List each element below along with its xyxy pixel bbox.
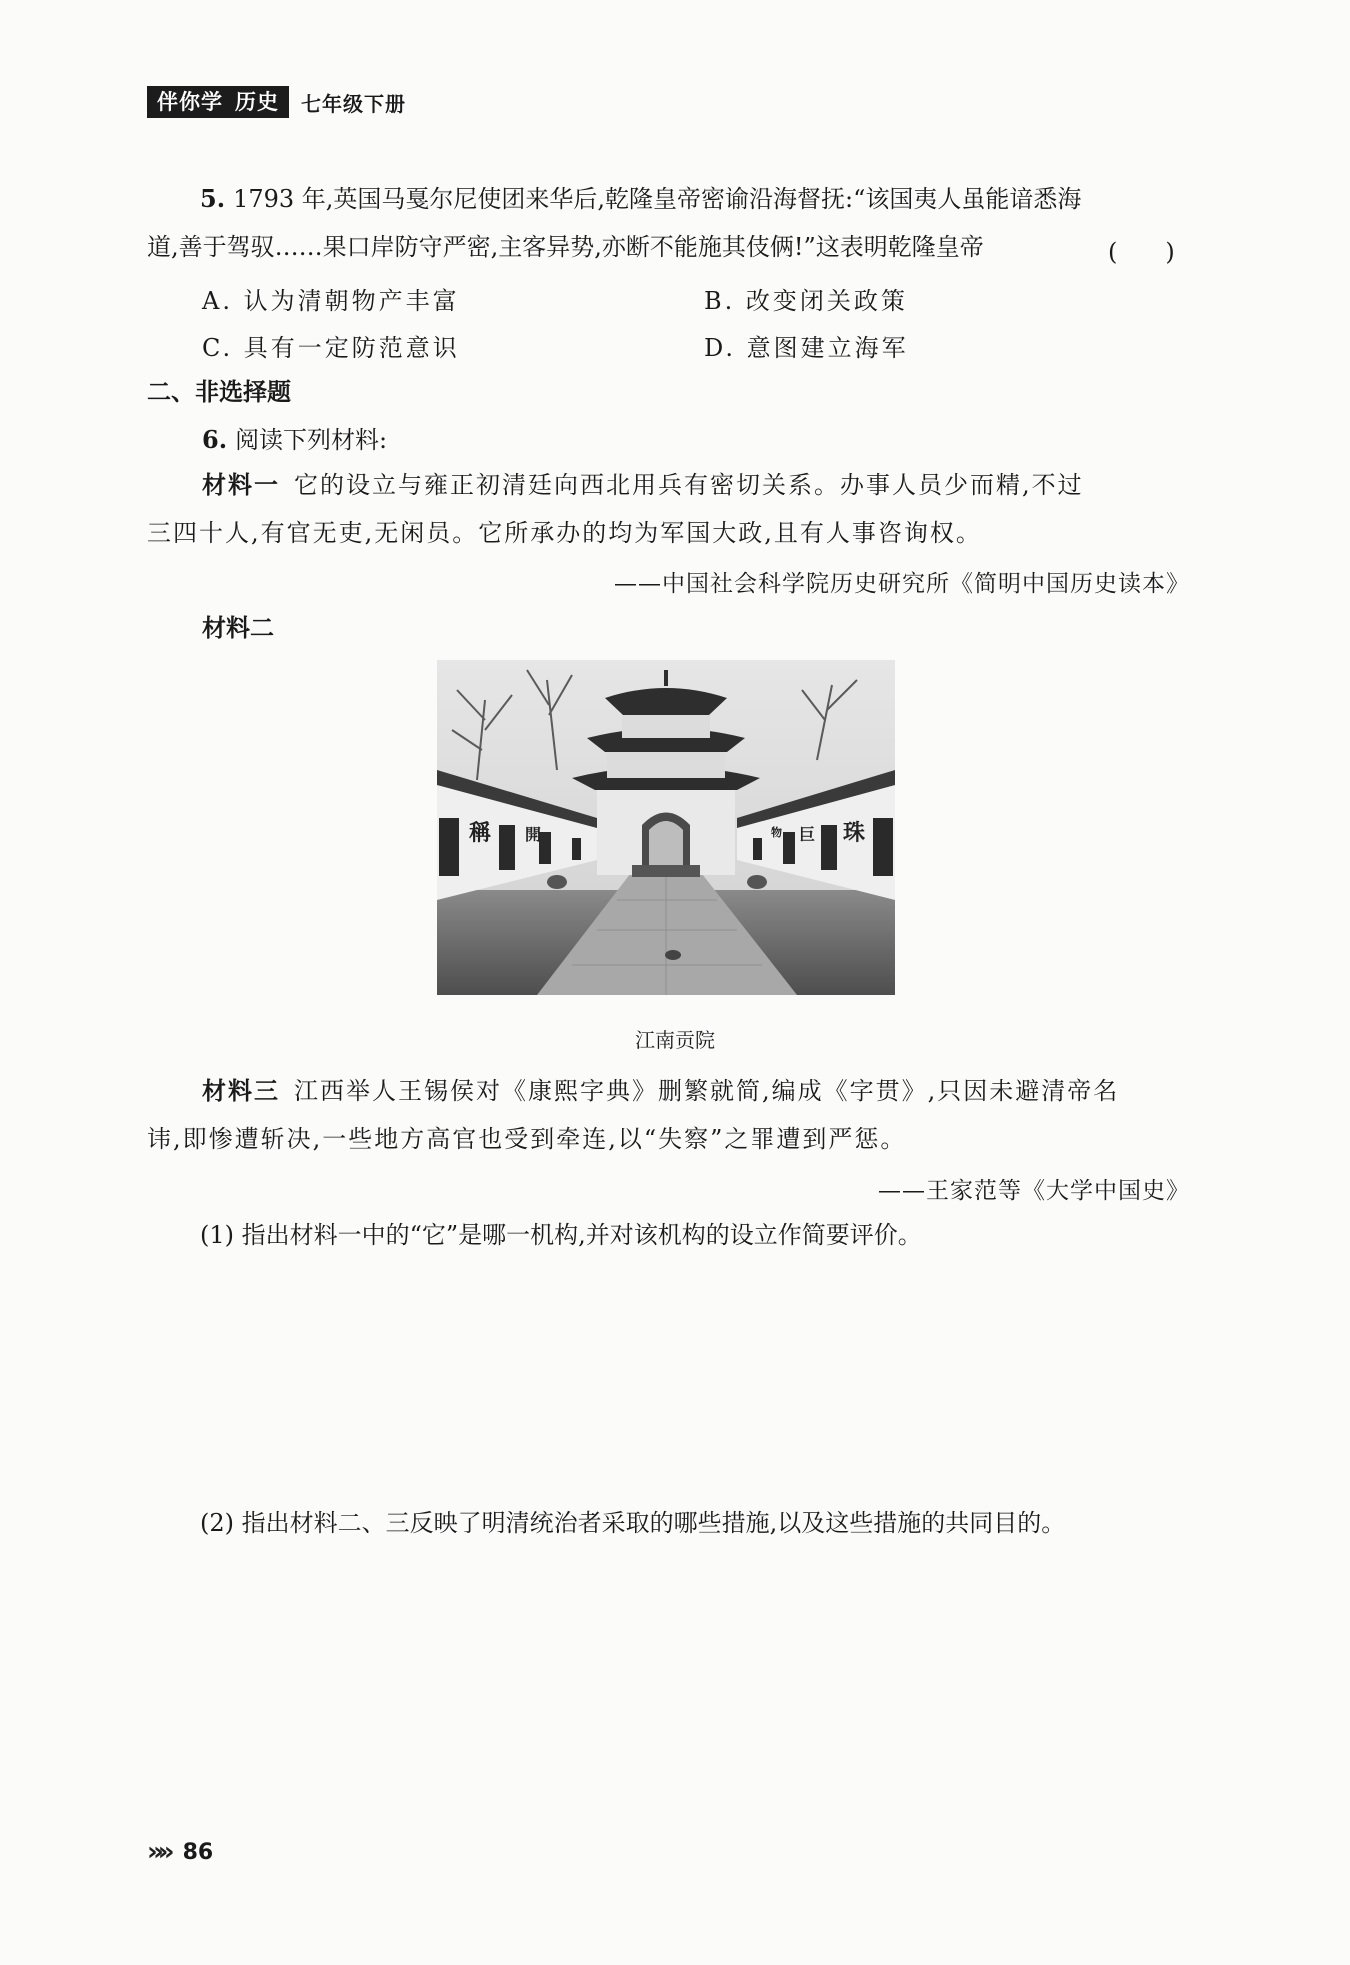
q5-option-b: B. 改变闭关政策 bbox=[704, 287, 908, 315]
q5-line1 bbox=[200, 184, 1081, 214]
q6-intro: 阅读下列材料: bbox=[235, 426, 388, 454]
wall-sign-2: 開 bbox=[525, 825, 542, 844]
material1-label: 材料一 bbox=[202, 471, 280, 499]
material3-line1 bbox=[202, 1076, 1119, 1106]
answer-paren: ( ) bbox=[1108, 238, 1175, 266]
material1-line1 bbox=[202, 470, 1084, 500]
material3-text-1: 江西举人王锡侯对《康熙字典》删繁就简,编成《字贯》,只因未避清帝名 bbox=[294, 1077, 1120, 1105]
material3-line2: 讳,即惨遭斩决,一些地方高官也受到牵连,以“失察”之罪遭到严惩。 bbox=[147, 1125, 907, 1153]
material1-line2: 三四十人,有官无吏,无闲员。它所承办的均为军国大政,且有人事咨询权。 bbox=[147, 519, 982, 547]
q6-number: 6. bbox=[202, 425, 228, 454]
material1-text-1: 它的设立与雍正初清廷向西北用兵有密切关系。办事人员少而精,不过 bbox=[294, 471, 1084, 499]
photo-caption: 江南贡院 bbox=[635, 1028, 715, 1052]
subject-title: 历史 bbox=[235, 90, 279, 114]
chevron-arrows-icon: »» bbox=[147, 1837, 169, 1867]
material2-label: 材料二 bbox=[202, 614, 274, 642]
subquestion-1: (1) 指出材料一中的“它”是哪一机构,并对该机构的设立作简要评价。 bbox=[200, 1221, 922, 1249]
wall-sign-1: 稱 bbox=[469, 820, 492, 846]
q5-text-1: 1793 年,英国马戛尔尼使团来华后,乾隆皇帝密谕沿海督抚:“该国夷人虽能谙悉海 bbox=[233, 185, 1082, 213]
material3-source: ——王家范等《大学中国史》 bbox=[878, 1178, 1190, 1204]
q6-intro-line bbox=[202, 425, 387, 455]
section-heading: 二、非选择题 bbox=[147, 378, 291, 406]
subquestion-2: (2) 指出材料二、三反映了明清统治者采取的哪些措施,以及这些措施的共同目的。 bbox=[200, 1509, 1066, 1537]
material1-source: ——中国社会科学院历史研究所《简明中国历史读本》 bbox=[614, 571, 1190, 597]
q5-option-a: A. 认为清朝物产丰富 bbox=[202, 287, 460, 315]
photo-drawing bbox=[437, 660, 895, 995]
q5-option-c: C. 具有一定防范意识 bbox=[202, 334, 460, 362]
wall-sign-3: 物 bbox=[771, 826, 782, 839]
page-number: 86 bbox=[182, 1839, 214, 1865]
book-badge bbox=[147, 86, 289, 118]
book-title: 伴你学 bbox=[157, 90, 223, 114]
q5-option-d: D. 意图建立海军 bbox=[704, 334, 909, 362]
material2-line bbox=[202, 613, 288, 643]
page-footer bbox=[147, 1837, 213, 1867]
q5-line2: 道,善于驾驭……果口岸防守严密,主客异势,亦断不能施其伎俩!”这表明乾隆皇帝 bbox=[147, 233, 984, 261]
grade-label: 七年级下册 bbox=[301, 91, 406, 116]
wall-sign-4: 巨 bbox=[799, 825, 816, 844]
jiangnan-gongyuan-photo bbox=[437, 660, 895, 995]
wall-sign-5: 珠 bbox=[843, 820, 866, 846]
q5-number: 5. bbox=[200, 184, 226, 213]
page-header bbox=[147, 86, 406, 118]
material3-label: 材料三 bbox=[202, 1077, 280, 1105]
